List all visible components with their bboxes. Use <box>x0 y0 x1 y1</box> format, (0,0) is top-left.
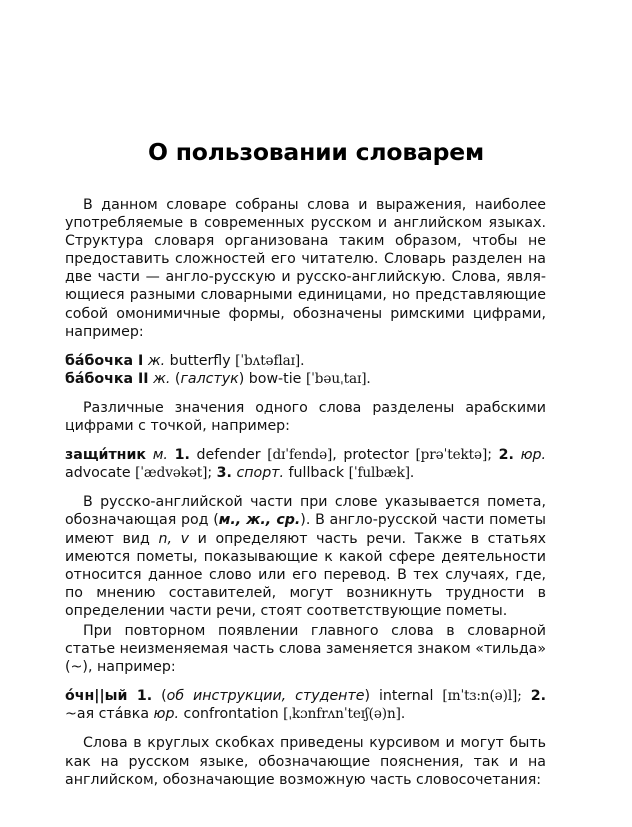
paragraph-meanings: Различные значения одного слова разделены арабскими цифрами с точкой, например: <box>65 399 546 435</box>
sense-number: 3. <box>216 465 232 482</box>
entry-gloss: об инструкции, студенте <box>166 688 365 705</box>
entry-gender: ж. <box>153 370 171 387</box>
entry-headword: защи́тник <box>65 447 147 464</box>
paragraph-gender-marks <box>65 493 546 620</box>
paragraph-tilde: При повторном появлении главного слова в словарной статье неизменяемая часть слова заменяется знаком «тильда» (~), например: <box>65 622 547 676</box>
page-title: О пользовании словарем <box>147 138 485 166</box>
paragraph-brackets: Слова в круглых скобках приведены курсивом и могут быть как на русском языке, обозначающие пояснения, так и на английском, обозначающие возможную часть словосочетания: <box>65 735 546 788</box>
entry-translation: protector <box>343 447 409 464</box>
entry-transcription: [ˈædvəkət] <box>135 465 208 482</box>
entry-translation: confrontation <box>183 706 279 723</box>
example-entry-ochny <box>65 687 546 723</box>
pos-marks: n, v <box>158 530 189 547</box>
entry-paren-close: ) <box>364 688 370 705</box>
example-entry-babochka-1 <box>65 352 546 370</box>
text-fragment: ). В англо-русской части пометы имеют вид <box>65 512 546 547</box>
sense-number: 2. <box>498 447 514 464</box>
entry-label: юр. <box>153 706 179 723</box>
entry-gender: ж. <box>147 352 166 369</box>
entry-separator: ; <box>207 465 217 482</box>
entry-phrase: ~ая ста́вка <box>65 706 150 723</box>
entry-separator: ; <box>487 447 499 464</box>
entry-paren-open: ( <box>174 370 181 387</box>
entry-transcription: [dɪˈfendə] <box>267 447 333 464</box>
text-fragment: В русско-английской части при слове указывается помета, обозначающая род ( <box>65 494 546 529</box>
example-entry-zashchitnik <box>65 446 546 482</box>
entry-gender: м. <box>152 447 168 464</box>
entry-gloss: галстук <box>180 370 239 387</box>
entry-transcription: [ˈbʌtəflaɪ]. <box>235 352 305 369</box>
entry-label: юр. <box>520 447 547 464</box>
entry-separator: , <box>332 447 344 464</box>
sense-number: 1. <box>174 447 190 464</box>
entry-transcription: [ˈbəuˌtaɪ]. <box>305 370 371 387</box>
entry-translation: advocate <box>65 465 131 482</box>
entry-label: спорт. <box>236 465 284 482</box>
entry-translation: fullback <box>288 465 345 482</box>
entry-headword: о́чн||ый 1. <box>65 688 153 705</box>
entry-translation: butterfly <box>169 352 231 369</box>
entry-translation: bow-tie <box>248 370 302 387</box>
body-text <box>65 196 546 789</box>
entry-transcription: [ɪnˈtɜ:n(ə)l]; <box>442 688 522 705</box>
entry-transcription: [ˌkɔnfrʌnˈteɪʃ(ə)n]. <box>283 706 406 723</box>
entry-headword: ба́бочка II <box>65 370 149 387</box>
paragraph-intro: В данном словаре собраны слова и выражения, наиболее употребляемые в современных русском и английском языках. Структура словаря организована таким образом, чтобы не предоставить сложностей его читателю. Словарь разделен на две части — англо-русскую и русско-английскую. Слова, являющиеся разными словарными единицами, но представляющие собой омонимичные формы, обозначены римскими цифрами, например: <box>65 197 546 340</box>
entry-transcription: [prəˈtektə] <box>415 447 488 464</box>
example-entry-babochka-2 <box>65 370 546 388</box>
entry-paren-close: ) <box>238 370 245 387</box>
entry-paren-open: ( <box>161 688 167 705</box>
entry-translation: defender <box>196 447 261 464</box>
entry-headword: ба́бочка I <box>65 352 144 369</box>
text-fragment: и определяют часть речи. Также в статьях имеются пометы, показывающие к какой сфере деятельности относится данное слово или его перевод. В тех случаях, где, по мнению составителей, могут возникнуть трудности в определении части речи, стоят соответствующие пометы. <box>65 530 546 619</box>
entry-translation: internal <box>378 688 434 705</box>
sense-number: 2. <box>530 688 546 705</box>
entry-transcription: [ˈfulbæk]. <box>348 465 415 482</box>
gender-marks: м., ж., ср. <box>218 512 301 529</box>
